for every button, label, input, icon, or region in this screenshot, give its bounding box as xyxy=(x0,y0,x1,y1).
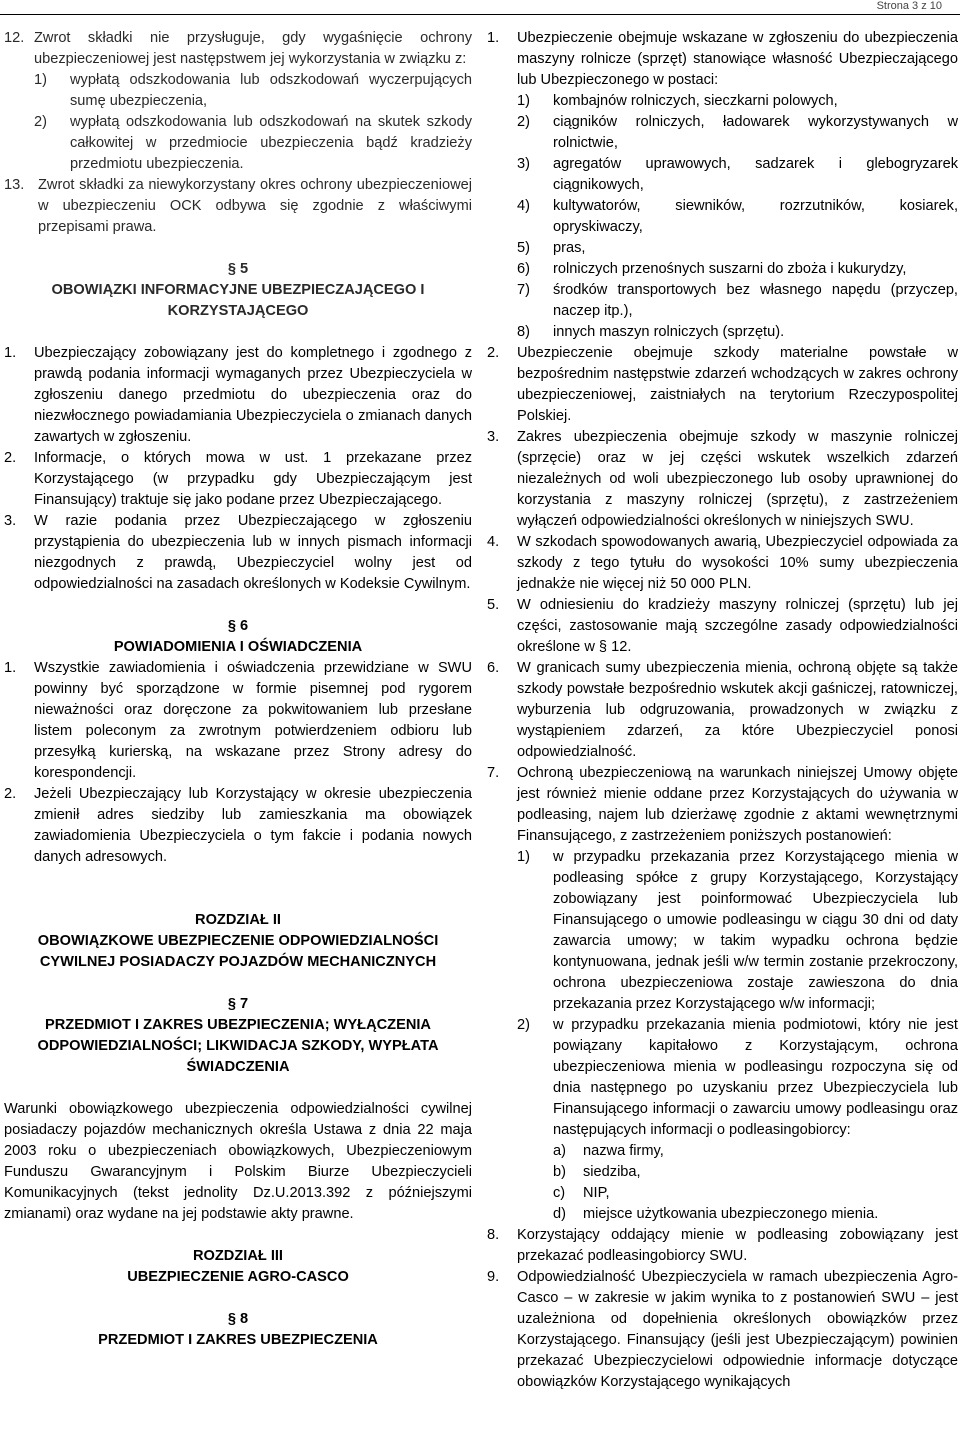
right-column xyxy=(487,28,958,1393)
clause-number: 2. xyxy=(487,345,500,361)
clause-8-5 xyxy=(487,595,958,658)
clause-text: Ochroną ubezpieczeniową na warunkach niniejszej Umowy objęte jest również mienie oddane przez Korzystających do używania w podleasing, najem lub dzierżawę zgodnie z aktami wewnętrznymi Finansującego, z zastrzeżeniem poniższych postanowień: xyxy=(517,765,958,844)
item-text: miejsce użytkowania ubezpieczonego mienia. xyxy=(583,1206,879,1222)
list-item xyxy=(517,112,958,154)
item-text: rolniczych przenośnych suszarni do zboża i kukurydzy, xyxy=(553,261,907,277)
clause-12 xyxy=(4,28,472,70)
section-7-title: PRZEDMIOT I ZAKRES UBEZPIECZENIA; WYŁĄCZENIA ODPOWIEDZIALNOŚCI; LIKWIDACJA SZKODY, WYPŁATA ŚWIADCZENIA xyxy=(37,1017,439,1075)
list-item xyxy=(517,1015,958,1141)
list-item xyxy=(34,112,472,175)
clause-5-3 xyxy=(4,511,472,595)
spacer xyxy=(4,1225,472,1246)
item-letter: a) xyxy=(553,1143,566,1159)
clause-text: Zwrot składki nie przysługuje, gdy wygaśnięcie ochrony ubezpieczeniowej jest następstwem jej wykorzystania w związku z: xyxy=(34,30,472,67)
clause-text: Zakres ubezpieczenia obejmuje szkody w maszynie rolniczej (sprzęcie) oraz w jej części wskutek wszelkich zdarzeń niezależnych od woli ubezpieczonego lub osoby uprawnionej do korzystania z maszyny rolniczej (sprzętu), z zastrzeżeniem wyłączeń odpowiedzialności określonych w niniejszych SWU. xyxy=(517,429,958,529)
spacer xyxy=(4,1288,472,1309)
section-6-title: POWIADOMIENIA I OŚWIADCZENIA xyxy=(113,639,363,655)
item-number: 1) xyxy=(517,849,530,865)
clause-number: 4. xyxy=(487,534,500,550)
clause-number: 3. xyxy=(487,429,500,445)
clause-12-subitems xyxy=(34,70,472,175)
spacer xyxy=(4,973,472,994)
item-letter: b) xyxy=(553,1164,566,1180)
spacer xyxy=(4,595,472,616)
item-text: wypłatą odszkodowania lub odszkodowań wyczerpujących sumę ubezpieczenia, xyxy=(70,72,472,109)
chapter-2-subtitle: OBOWIĄZKOWE UBEZPIECZENIE ODPOWIEDZIALNOŚCI CYWILNEJ POSIADACZY POJAZDÓW MECHANICZNYCH xyxy=(37,933,439,970)
list-item xyxy=(517,280,958,322)
clause-number: 8. xyxy=(487,1227,500,1243)
item-text: kultywatorów, siewników, rozrzutników, kosiarek, opryskiwaczy, xyxy=(553,198,958,235)
item-number: 6) xyxy=(517,261,530,277)
clause-text: Korzystający oddający mienie w podleasing zobowiązany jest przekazać podleasingobiorcy SWU. xyxy=(517,1227,958,1264)
page-number: Strona 3 z 10 xyxy=(876,0,942,12)
item-number: 8) xyxy=(517,324,530,340)
clause-5-1 xyxy=(4,343,472,448)
clause-number: 9. xyxy=(487,1269,500,1285)
item-number: 2) xyxy=(517,114,530,130)
list-item xyxy=(517,154,958,196)
list-item xyxy=(517,322,958,343)
item-text: nazwa firmy, xyxy=(583,1143,664,1159)
header-rule xyxy=(0,14,960,15)
clause-8-9 xyxy=(487,1267,958,1393)
clause-number: 1. xyxy=(4,660,17,676)
item-text: środków transportowych bez własnego napędu (przyczep, naczep itp.), xyxy=(553,282,958,319)
clause-6-1 xyxy=(4,658,472,784)
spacer xyxy=(4,322,472,343)
section-7-number: § 7 xyxy=(227,996,249,1012)
item-text: ciągników rolniczych, ładowarek wykorzystywanych w rolnictwie, xyxy=(553,114,958,151)
clause-number: 5. xyxy=(487,597,500,613)
clause-text: Odpowiedzialność Ubezpieczyciela w ramach ubezpieczenia Agro-Casco – w zakresie w jakim wynika to z postanowień SWU – jest uzależniona od dopełnienia określonych obowiązków przez Korzystającego. Finansujący (jeśli jest Ubezpieczającym) powinien przekazać Ubezpieczycielowi odpowiednie informacje dotyczące obowiązków Korzystającego wynikających xyxy=(517,1269,958,1390)
section-8-number: § 8 xyxy=(227,1311,249,1327)
list-item xyxy=(517,196,958,238)
clause-8-7-letter-items xyxy=(553,1141,958,1225)
clause-number: 3. xyxy=(4,513,17,529)
clause-5-2 xyxy=(4,448,472,511)
item-number: 2) xyxy=(34,114,47,130)
clause-text: Ubezpieczający zobowiązany jest do kompletnego i zgodnego z prawdą podania informacji wymaganych przez Ubezpieczyciela w zgłoszeniu danego przedmiotu do ubezpieczenia oraz do niezwłocznego powiadamiania Ubezpieczyciela o zmianach danych zawartych w zgłoszeniu. xyxy=(34,345,472,445)
clause-number: 1. xyxy=(487,30,500,46)
item-text: agregatów uprawowych, sadzarek i glebogryzarek ciągnikowych, xyxy=(553,156,958,193)
clause-number: 1. xyxy=(4,345,17,361)
item-text: w przypadku przekazania mienia podmiotowi, który nie jest powiązany kapitałowo z Korzystającym, ochrona ubezpieczeniowa mienia w podleasingu rozpoczyna się od dnia następnego po uzyskaniu przez Ubezpieczyciela lub Finansującego informacji o zawarciu umowy podleasingu oraz następujących informacji o podleasingobiorcy: xyxy=(553,1017,958,1138)
clause-8-4 xyxy=(487,532,958,595)
clause-text: Wszystkie zawiadomienia i oświadczenia przewidziane w SWU powinny być sporządzone w formie pisemnej pod rygorem nieważności oraz doręczone za pokwitowaniem lub przesłane listem poleconym za zwrotnym potwierdzeniem odbioru lub przesyłką kurierską, na wskazane przez Strony adresy do korespondencji. xyxy=(34,660,472,781)
clause-text: W odniesieniu do kradzieży maszyny rolniczej (sprzętu) lub jej części, zastosowanie mają szczególne zasady odpowiedzialności określone w § 12. xyxy=(517,597,958,655)
chapter-2-title: ROZDZIAŁ II xyxy=(195,912,281,928)
item-text: siedziba, xyxy=(583,1164,641,1180)
item-text: w przypadku przekazania przez Korzystającego mienia w podleasing spółce z grupy Korzystającego, Korzystający zobowiązany jest poinformować Ubezpieczyciela lub Finansującego o umowie podleasingu w ciągu 30 dni od daty zawarcia umowy; w takim wypadku ochrona będzie kontynuowana, jednak jeśli w/w termin zostanie przekroczony, ochrona ubezpieczeniowa zostaje zawieszona do dnia przekazania przez Korzystającego w/w informacji; xyxy=(553,849,958,1012)
list-item xyxy=(553,1162,958,1183)
clause-text: W granicach sumy ubezpieczenia mienia, ochroną objęte są także szkody powstałe bezpośrednio wskutek akcji gaśniczej, ratowniczej, wyburzenia lub odgruzowania, prowadzonych w związku z wystąpieniem zdarzeń, za które Ubezpieczyciel ponosi odpowiedzialność. xyxy=(517,660,958,760)
item-text: innych maszyn rolniczych (sprzętu). xyxy=(553,324,785,340)
list-item xyxy=(517,847,958,1015)
clause-number: 12. xyxy=(4,30,25,46)
item-text: kombajnów rolniczych, sieczkarni polowych, xyxy=(553,93,838,109)
list-item xyxy=(517,259,958,280)
clause-text: Zwrot składki za niewykorzystany okres ochrony ubezpieczeniowej w ubezpieczeniu OCK odbywa się zgodnie z właściwymi przepisami prawa. xyxy=(38,177,472,235)
item-number: 5) xyxy=(517,240,530,256)
clause-6-2 xyxy=(4,784,472,868)
clause-8-7 xyxy=(487,763,958,847)
clause-number: 7. xyxy=(487,765,500,781)
clause-8-3 xyxy=(487,427,958,532)
spacer xyxy=(4,1078,472,1099)
clause-text: W razie podania przez Ubezpieczającego w zgłoszeniu przystąpienia do ubezpieczenia lub w innych pismach informacji niezgodnych z prawdą, Ubezpieczyciel wolny jest od odpowiedzialności na zasadach określonych w Kodeksie Cywilnym. xyxy=(34,513,472,592)
section-7-text: Warunki obowiązkowego ubezpieczenia odpowiedzialności cywilnej posiadaczy pojazdów mechanicznych określa Ustawa z dnia 22 maja 2003 roku o ubezpieczeniach obowiązkowych, Ubezpieczeniowym Funduszu Gwarancyjnym i Polskim Biurze Ubezpieczycieli Komunikacyjnych (tekst jednolity Dz.U.2013.392 z późniejszymi zmianami) oraz wydane na jej podstawie akty prawne. xyxy=(4,1101,472,1222)
clause-number: 6. xyxy=(487,660,500,676)
list-item xyxy=(553,1204,958,1225)
clause-8-8 xyxy=(487,1225,958,1267)
clause-8-6 xyxy=(487,658,958,763)
item-text: wypłatą odszkodowania lub odszkodowań na skutek szkody całkowitej w przedmiocie ubezpieczenia bądź kradzieży przedmiotu ubezpieczenia. xyxy=(70,114,472,172)
section-6-number: § 6 xyxy=(227,618,249,634)
spacer xyxy=(4,868,472,910)
spacer xyxy=(4,238,472,259)
clause-text: Ubezpieczenie obejmuje szkody materialne powstałe w bezpośrednim następstwie zdarzeń wchodzących w zakres ochrony ubezpieczeniowej, zaistniałych na terytorium Rzeczypospolitej Polskiej. xyxy=(517,345,958,424)
list-item xyxy=(517,238,958,259)
clause-text: W szkodach spowodowanych awarią, Ubezpieczyciel odpowiada za szkody z tego tytułu do wysokości 10% sumy ubezpieczenia jednakże nie więcej niż 50 000 PLN. xyxy=(517,534,958,592)
section-5-title: OBOWIĄZKI INFORMACYJNE UBEZPIECZAJĄCEGO I KORZYSTAJĄCEGO xyxy=(51,282,425,319)
item-text: NIP, xyxy=(583,1185,610,1201)
item-text: pras, xyxy=(553,240,586,256)
clause-8-1-subitems xyxy=(517,91,958,343)
clause-text: Ubezpieczenie obejmuje wskazane w zgłoszeniu do ubezpieczenia maszyny rolnicze (sprzęt) stanowiące własność Ubezpieczającego lub Ubezpieczonego w postaci: xyxy=(517,30,958,88)
clause-text: Jeżeli Ubezpieczający lub Korzystający w okresie ubezpieczenia zmienił adres siedziby lub zamieszkania ma obowiązek zawiadomienia Ubezpieczyciela o tym fakcie i podania nowych danych adresowych. xyxy=(34,786,472,865)
item-letter: d) xyxy=(553,1206,566,1222)
clause-8-7-subitems xyxy=(517,847,958,1225)
clause-number: 2. xyxy=(4,786,17,802)
item-number: 2) xyxy=(517,1017,530,1033)
section-8-title: PRZEDMIOT I ZAKRES UBEZPIECZENIA xyxy=(98,1332,378,1348)
clause-13 xyxy=(4,175,472,238)
item-number: 7) xyxy=(517,282,530,298)
clause-number: 13. xyxy=(4,177,25,193)
clause-8-2 xyxy=(487,343,958,427)
left-column xyxy=(4,28,472,1351)
list-item xyxy=(34,70,472,112)
chapter-3-title: ROZDZIAŁ III xyxy=(193,1248,283,1264)
item-number: 4) xyxy=(517,198,530,214)
clause-number: 2. xyxy=(4,450,17,466)
item-number: 3) xyxy=(517,156,530,172)
list-item xyxy=(553,1183,958,1204)
chapter-3-subtitle: UBEZPIECZENIE AGRO-CASCO xyxy=(127,1269,349,1285)
list-item xyxy=(553,1141,958,1162)
item-number: 1) xyxy=(34,72,47,88)
section-5-number: § 5 xyxy=(227,261,249,277)
clause-8-1 xyxy=(487,28,958,91)
item-number: 1) xyxy=(517,93,530,109)
clause-text: Informacje, o których mowa w ust. 1 przekazane przez Korzystającego (w przypadku gdy Ubezpieczającym jest Finansujący) traktuje się jako podane przez Ubezpieczającego. xyxy=(34,450,472,508)
item-letter: c) xyxy=(553,1185,566,1201)
list-item xyxy=(517,91,958,112)
